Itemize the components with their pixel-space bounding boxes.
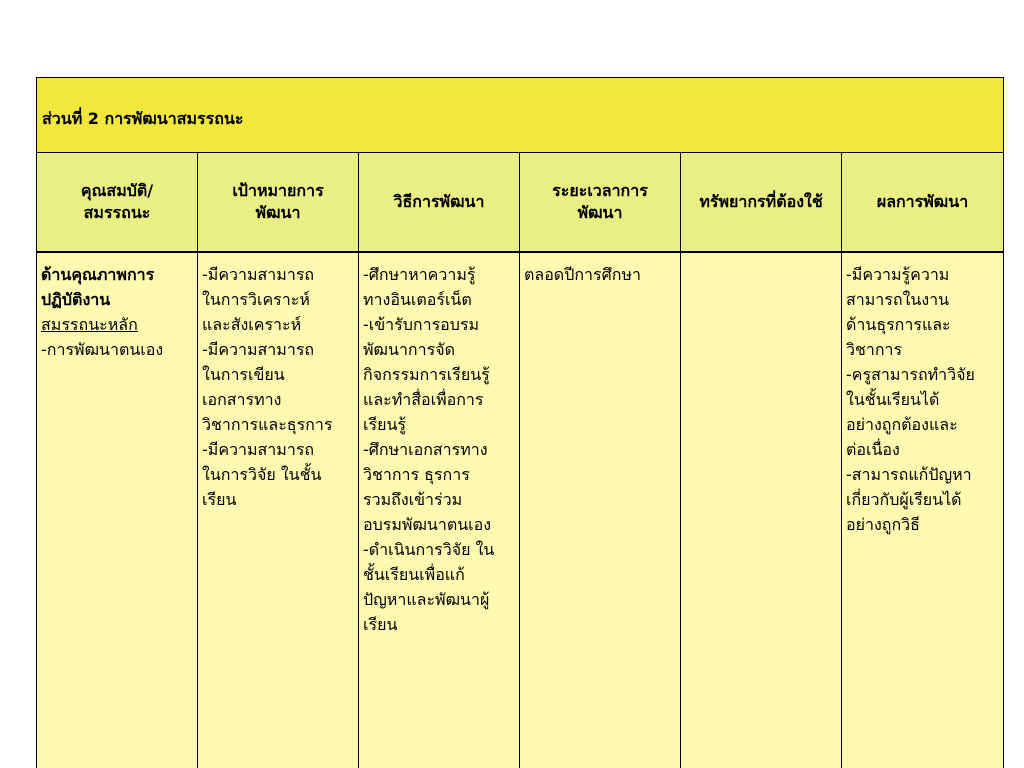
cell-goal: [197, 252, 359, 768]
cell-line: ในการเขียน: [202, 365, 285, 384]
cell-line: ในชั้นเรียนได้: [846, 390, 940, 409]
cell-line: ตลอดปีการศึกษา: [524, 265, 641, 284]
header-duration: [519, 152, 681, 252]
competency-item: -การพัฒนาตนเอง: [41, 340, 164, 359]
cell-line: -ดำเนินการวิจัย ใน: [363, 540, 495, 559]
cell-resources: [680, 252, 842, 768]
cell-qualification: [36, 252, 198, 768]
cell-line: -มีความสามารถ: [202, 440, 315, 459]
section-title-row: [36, 77, 1004, 153]
header-qualification: [36, 152, 198, 252]
cell-line: เรียน: [363, 615, 398, 634]
cell-line: -เข้ารับการอบรม: [363, 315, 480, 334]
cell-line: ชั้นเรียนเพื่อแก้: [363, 565, 465, 584]
cell-line: ด้านธุรการและ: [846, 315, 951, 334]
cell-line: วิชาการ ธุรการ: [363, 465, 470, 484]
header-text: พัฒนา: [255, 203, 301, 222]
cell-line: ทางอินเตอร์เน็ต: [363, 290, 472, 309]
cell-line: เกี่ยวกับผู้เรียนได้: [846, 490, 962, 509]
cell-line: -ศึกษาเอกสารทาง: [363, 440, 488, 459]
header-resources: [680, 152, 842, 252]
cell-line: -มีความสามารถ: [202, 265, 315, 284]
section-title: ส่วนที่ 2 การพัฒนาสมรรถนะ: [42, 109, 244, 128]
cell-line: ต่อเนื่อง: [846, 440, 900, 459]
header-text: ทรัพยากรที่ต้องใช้: [699, 192, 823, 211]
cell-line: และสังเคราะห์: [202, 315, 302, 334]
cell-line: วิชาการและธุรการ: [202, 415, 333, 434]
cell-line: วิชาการ: [846, 340, 903, 359]
cell-line: อย่างถูกต้องและ: [846, 415, 958, 434]
cell-line: กิจกรรมการเรียนรู้: [363, 365, 490, 384]
cell-line: ในการวิเคราะห์: [202, 290, 310, 309]
header-text: พัฒนา: [577, 203, 623, 222]
cell-line: พัฒนาการจัด: [363, 340, 455, 359]
competency-subheading: สมรรถนะหลัก: [41, 315, 138, 334]
cell-line: -สามารถแก้ปัญหา: [846, 465, 972, 484]
cell-line: รวมถึงเข้าร่วม: [363, 490, 463, 509]
cell-line: -ศึกษาหาความรู้: [363, 265, 476, 284]
cell-line: อบรมพัฒนาตนเอง: [363, 515, 492, 534]
cell-line: และทำสื่อเพื่อการ: [363, 390, 484, 409]
cell-line: -ครูสามารถทำวิจัย: [846, 365, 975, 384]
cell-duration: [519, 252, 681, 768]
cell-result: [841, 252, 1004, 768]
header-text: ระยะเวลาการ: [552, 181, 648, 200]
development-table: [36, 77, 1004, 768]
cell-line: ในการวิจัย ในชั้น: [202, 465, 322, 484]
header-method: [358, 152, 520, 252]
cell-line: อย่างถูกวิธี: [846, 515, 920, 534]
header-text: ผลการพัฒนา: [876, 192, 969, 211]
cell-line: -มีความรู้ความ: [846, 265, 950, 284]
header-text: สมรรถนะ: [83, 203, 151, 222]
qualification-heading: ด้านคุณภาพการ: [41, 265, 155, 284]
cell-line: ปัญหาและพัฒนาผู้: [363, 590, 490, 609]
cell-line: เรียน: [202, 490, 237, 509]
header-text: วิธีการพัฒนา: [393, 192, 485, 211]
header-goal: [197, 152, 359, 252]
header-text: เป้าหมายการ: [232, 181, 324, 200]
cell-line: -มีความสามารถ: [202, 340, 315, 359]
header-text: คุณสมบัติ/: [80, 181, 154, 200]
cell-method: [358, 252, 520, 768]
qualification-heading: ปฏิบัติงาน: [41, 290, 111, 309]
cell-line: สามารถในงาน: [846, 290, 950, 309]
cell-line: เอกสารทาง: [202, 390, 282, 409]
cell-line: เรียนรู้: [363, 415, 406, 434]
header-result: [841, 152, 1004, 252]
